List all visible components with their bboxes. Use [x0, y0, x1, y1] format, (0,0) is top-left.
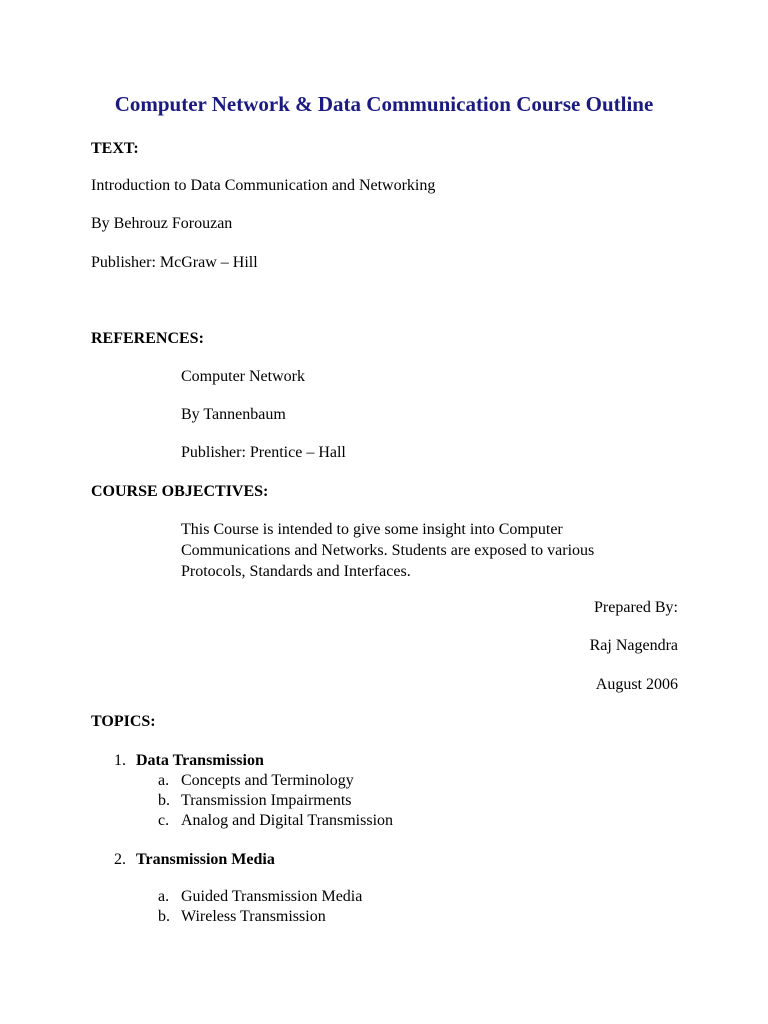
- text-author: By Behrouz Forouzan: [91, 215, 233, 232]
- reference-book-title: Computer Network: [181, 368, 305, 385]
- topic-title: Data Transmission: [136, 752, 264, 769]
- subtopic-letter: b.: [158, 792, 170, 809]
- references-heading: REFERENCES:: [91, 330, 204, 347]
- page-title: Computer Network & Data Communication Course Outline: [114, 92, 654, 116]
- topics-heading: TOPICS:: [91, 713, 156, 730]
- subtopic-text: Guided Transmission Media: [181, 888, 363, 905]
- subtopic-text: Concepts and Terminology: [181, 772, 354, 789]
- subtopic-letter: c.: [158, 812, 170, 829]
- prepared-date: August 2006: [595, 676, 678, 693]
- subtopic-text: Transmission Impairments: [181, 792, 352, 809]
- subtopic-letter: a.: [158, 772, 170, 789]
- topic-title: Transmission Media: [136, 851, 275, 868]
- prepared-by-label: Prepared By:: [594, 599, 678, 616]
- objectives-heading: COURSE OBJECTIVES:: [91, 483, 269, 500]
- reference-publisher: Publisher: Prentice – Hall: [181, 444, 346, 461]
- text-heading: TEXT:: [91, 140, 139, 157]
- subtopic-letter: a.: [158, 888, 170, 905]
- prepared-by-name: Raj Nagendra: [589, 637, 678, 654]
- reference-author: By Tannenbaum: [181, 406, 286, 423]
- topic-number: 1.: [114, 752, 126, 769]
- subtopic-text: Analog and Digital Transmission: [181, 812, 394, 829]
- text-book-title: Introduction to Data Communication and Networking: [91, 177, 436, 194]
- objectives-body: This Course is intended to give some insight into Computer Communications and Networks. Students are exposed to various Protocols, Standards and Interfaces.: [181, 521, 595, 580]
- text-publisher: Publisher: McGraw – Hill: [91, 254, 258, 271]
- topic-number: 2.: [114, 851, 126, 868]
- subtopic-text: Wireless Transmission: [181, 908, 326, 925]
- subtopic-letter: b.: [158, 908, 170, 925]
